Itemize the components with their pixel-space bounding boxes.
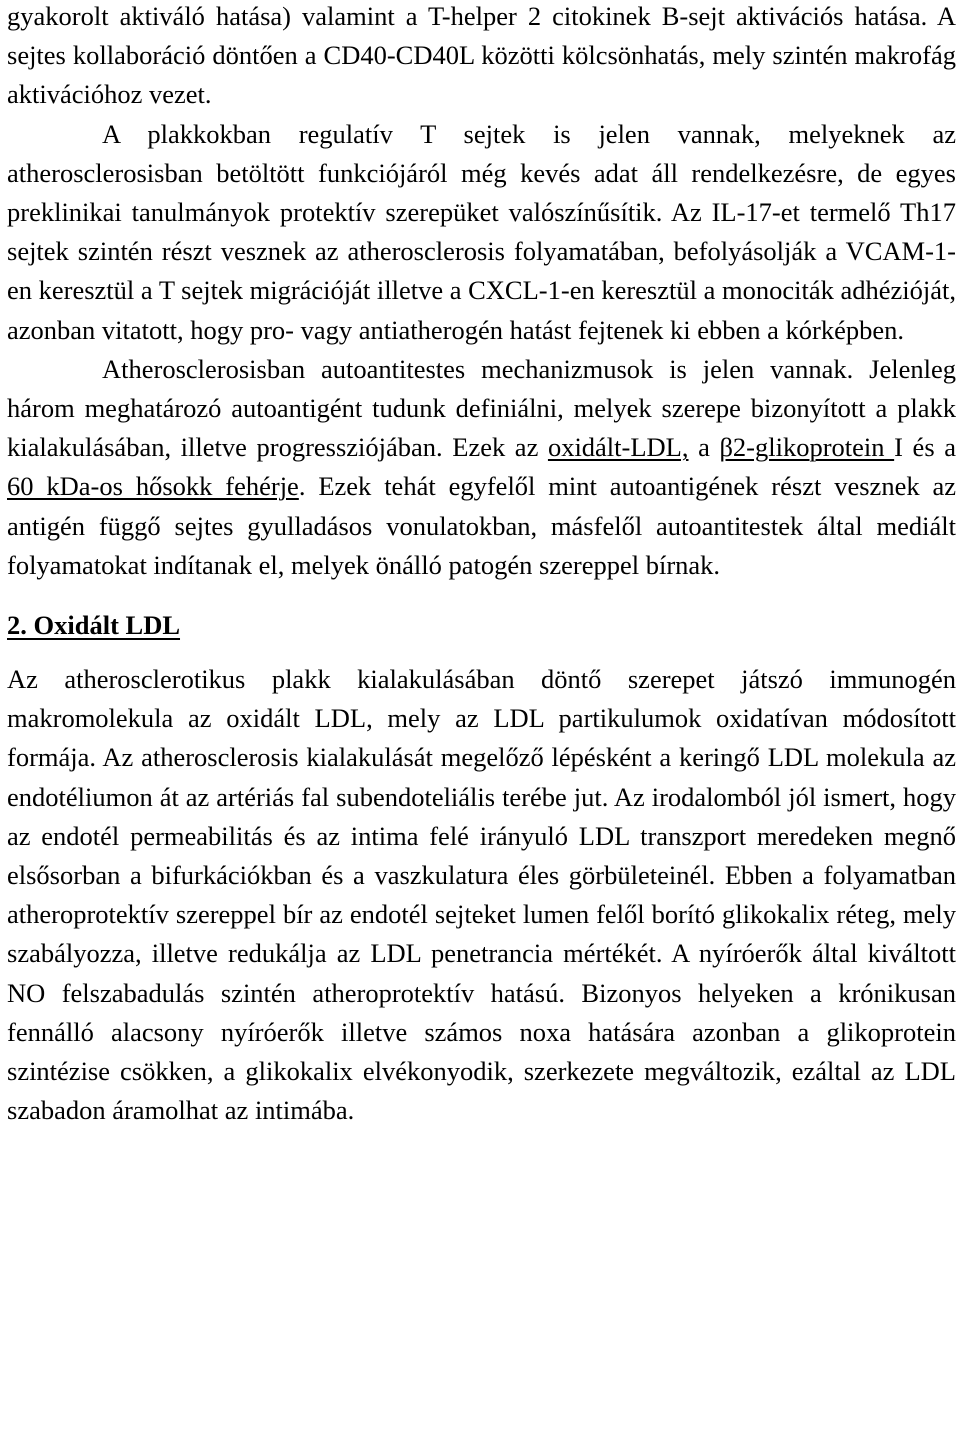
document-page: [7, 0, 956, 1130]
paragraph-text: a: [688, 432, 720, 463]
paragraph-text: I és a: [894, 432, 956, 463]
section-heading: [7, 606, 956, 645]
paragraph-text: . Ezek tehát egyfelől mint autoantigének részt vesznek az antigén függő sejtes gyulladásos vonulatokban, másfelől autoantitestek által mediált folyamatokat indítanak el, melyek önálló patogén szereppel bírnak.: [7, 471, 956, 580]
paragraph-regulatory-t-cells: A plakkokban regulatív T sejtek is jelen vannak, melyeknek az atherosclerosisban betöltött funkciójáról még kevés adat áll rendelkezésre, de egyes preklinikai tanulmányok protektív szerepüket valószínűsítik. Az IL-17-et termelő Th17 sejtek szintén részt vesznek az atherosclerosis folyamatában, befolyásolják a VCAM-1-en keresztül a T sejtek migrációját illetve a CXCL-1-en keresztül a monociták adhézióját, azonban vitatott, hogy pro- vagy antiatherogén hatást fejtenek ki ebben a kórképben.: [7, 118, 956, 345]
paragraph-autoantibodies: [7, 350, 956, 585]
paragraph-continued: gyakorolt aktiváló hatása) valamint a T-helper 2 citokinek B-sejt aktivációs hatása. A sejtes kollaboráció döntően a CD40-CD40L közötti kölcsönhatás, mely szintén makrofág aktivációhoz vezet.: [7, 1, 956, 110]
oxidized-ldl-link[interactable]: oxidált-LDL,: [547, 432, 689, 463]
section-heading-text: 2. Oxidált LDL: [7, 610, 181, 641]
paragraph-text: Atherosclerosisban autoantitestes mechanizmusok is jelen vannak. Jelenleg három meghatározó autoantigént tudunk definiálni, melyek szerepe bizonyított a plakk kialakulásában, illetve progressziójában. Ezek az: [7, 353, 956, 463]
beta2-glycoprotein-link[interactable]: β2-glikoprotein: [719, 432, 895, 463]
heat-shock-protein-link[interactable]: 60 kDa-os hősokk fehérje: [7, 471, 299, 502]
paragraph-oxidized-ldl: Az atherosclerotikus plakk kialakulásában döntő szerepet játszó immunogén makromolekula az oxidált LDL, mely az LDL partikulumok oxidatívan módosított formája. Az atherosclerosis kialakulását megelőző lépésként a keringő LDL molekula az endotéliumon át az artériás fal subendoteliális terébe jut. Az irodalomból jól ismert, hogy az endotél permeabilitás és az intima felé irányuló LDL transzport meredeken megnő elsősorban a bifurkációkban és a vaszkulatura éles görbületeinél. Ebben a folyamatban atheroprotektív szereppel bír az endotél sejteket lumen felől borító glikokalix réteg, mely szabályozza, illetve redukálja az LDL penetrancia mértékét. A nyíróerők által kiváltott NO felszabadulás szintén atheroprotektív hatású. Bizonyos helyeken a krónikusan fennálló alacsony nyíróerők illetve számos noxa hatására azonban a glikoprotein szintézise csökken, a glikokalix elvékonyodik, szerkezete megváltozik, ezáltal az LDL szabadon áramolhat az intimába.: [7, 664, 956, 1126]
